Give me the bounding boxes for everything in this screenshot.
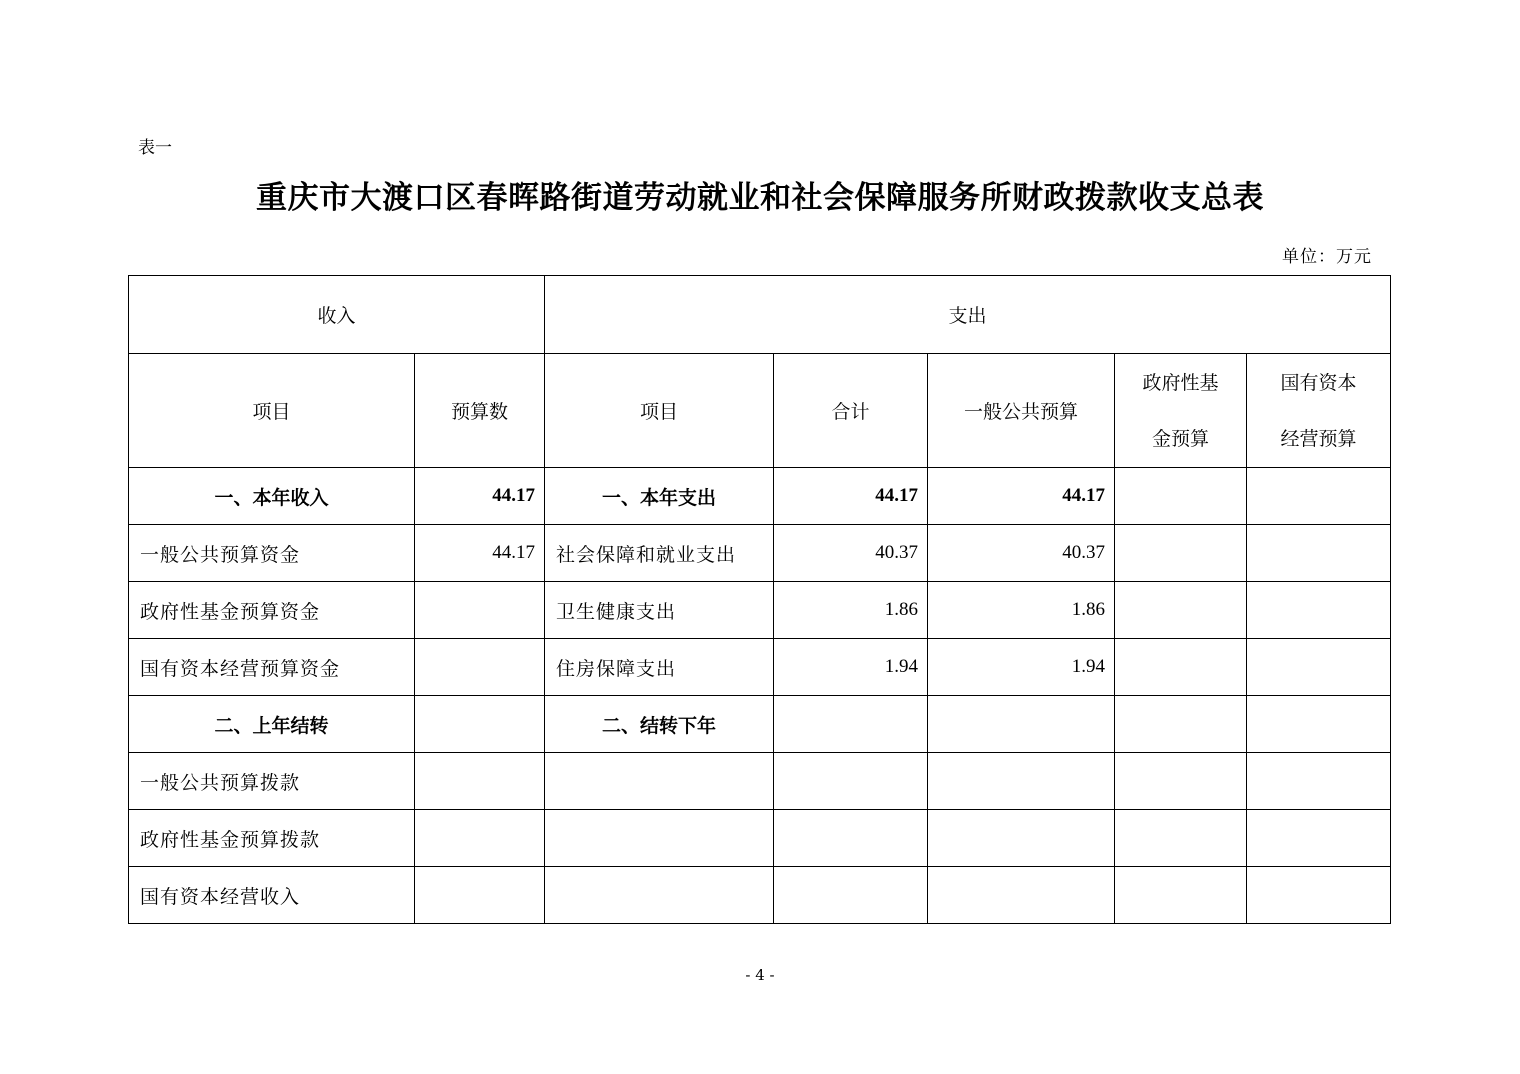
- document-title: 重庆市大渡口区春晖路街道劳动就业和社会保障服务所财政拨款收支总表: [256, 180, 1264, 216]
- expense-item-cell: 卫生健康支出: [545, 582, 774, 639]
- table-row: [129, 582, 1391, 639]
- total-cell: 44.17: [774, 468, 928, 525]
- income-item-cell: 政府性基金预算资金: [129, 582, 415, 639]
- expense-item-header: 项目: [545, 354, 774, 468]
- general-budget-cell: [928, 867, 1115, 924]
- gov-fund-cell: [1115, 639, 1247, 696]
- general-budget-cell: [928, 810, 1115, 867]
- state-capital-cell: [1247, 639, 1391, 696]
- table-row: [129, 639, 1391, 696]
- gov-fund-cell: [1115, 810, 1247, 867]
- income-item-cell: 一般公共预算资金: [129, 525, 415, 582]
- expense-item-cell: 社会保障和就业支出: [545, 525, 774, 582]
- budget-summary-table: [128, 275, 1391, 924]
- table-row: [129, 867, 1391, 924]
- income-item-cell: 政府性基金预算拨款: [129, 810, 415, 867]
- header-row-1: [129, 276, 1391, 354]
- income-item-cell: 国有资本经营收入: [129, 867, 415, 924]
- gov-fund-cell: [1115, 753, 1247, 810]
- total-cell: 1.94: [774, 639, 928, 696]
- general-budget-header: 一般公共预算: [928, 354, 1115, 468]
- total-cell: [774, 753, 928, 810]
- income-item-cell: 一般公共预算拨款: [129, 753, 415, 810]
- income-value-cell: 44.17: [415, 468, 545, 525]
- income-header: 收入: [129, 276, 545, 354]
- header-row-2: [129, 354, 1391, 468]
- expense-item-cell: 一、本年支出: [545, 468, 774, 525]
- income-value-cell: [415, 867, 545, 924]
- income-item-cell: 国有资本经营预算资金: [129, 639, 415, 696]
- gov-fund-cell: [1115, 525, 1247, 582]
- gov-fund-cell: [1115, 867, 1247, 924]
- gov-fund-header-line2: 金预算: [1152, 427, 1210, 450]
- state-capital-cell: [1247, 468, 1391, 525]
- income-value-cell: [415, 639, 545, 696]
- state-capital-cell: [1247, 696, 1391, 753]
- table-row: [129, 696, 1391, 753]
- income-value-cell: [415, 810, 545, 867]
- income-item-cell: 一、本年收入: [129, 468, 415, 525]
- gov-fund-header-line1: 政府性基: [1142, 371, 1219, 394]
- state-capital-header-line1: 国有资本: [1280, 371, 1357, 394]
- income-budget-header: 预算数: [415, 354, 545, 468]
- expense-item-cell: 住房保障支出: [545, 639, 774, 696]
- total-cell: [774, 867, 928, 924]
- total-cell: [774, 696, 928, 753]
- table-row: [129, 810, 1391, 867]
- state-capital-cell: [1247, 582, 1391, 639]
- expense-header: 支出: [545, 276, 1391, 354]
- expense-item-cell: [545, 753, 774, 810]
- expense-item-cell: 二、结转下年: [545, 696, 774, 753]
- table-row: [129, 753, 1391, 810]
- total-cell: 1.86: [774, 582, 928, 639]
- general-budget-cell: [928, 696, 1115, 753]
- state-capital-cell: [1247, 753, 1391, 810]
- state-capital-cell: [1247, 867, 1391, 924]
- state-capital-header: [1247, 354, 1391, 468]
- total-cell: 40.37: [774, 525, 928, 582]
- general-budget-cell: 44.17: [928, 468, 1115, 525]
- income-item-cell: 二、上年结转: [129, 696, 415, 753]
- gov-fund-header: [1115, 354, 1247, 468]
- total-cell: [774, 810, 928, 867]
- state-capital-header-line2: 经营预算: [1280, 427, 1357, 450]
- expense-item-cell: [545, 867, 774, 924]
- state-capital-cell: [1247, 525, 1391, 582]
- gov-fund-cell: [1115, 582, 1247, 639]
- general-budget-cell: 1.86: [928, 582, 1115, 639]
- table-row: [129, 525, 1391, 582]
- page-number: - 4 -: [745, 966, 775, 984]
- total-header: 合计: [774, 354, 928, 468]
- table-row: [129, 468, 1391, 525]
- income-value-cell: [415, 753, 545, 810]
- table-label: 表一: [138, 138, 172, 158]
- general-budget-cell: [928, 753, 1115, 810]
- income-value-cell: [415, 696, 545, 753]
- income-item-header: 项目: [129, 354, 415, 468]
- unit-label: 单位：万元: [1282, 247, 1372, 267]
- general-budget-cell: 1.94: [928, 639, 1115, 696]
- gov-fund-cell: [1115, 468, 1247, 525]
- expense-item-cell: [545, 810, 774, 867]
- income-value-cell: 44.17: [415, 525, 545, 582]
- gov-fund-cell: [1115, 696, 1247, 753]
- general-budget-cell: 40.37: [928, 525, 1115, 582]
- income-value-cell: [415, 582, 545, 639]
- state-capital-cell: [1247, 810, 1391, 867]
